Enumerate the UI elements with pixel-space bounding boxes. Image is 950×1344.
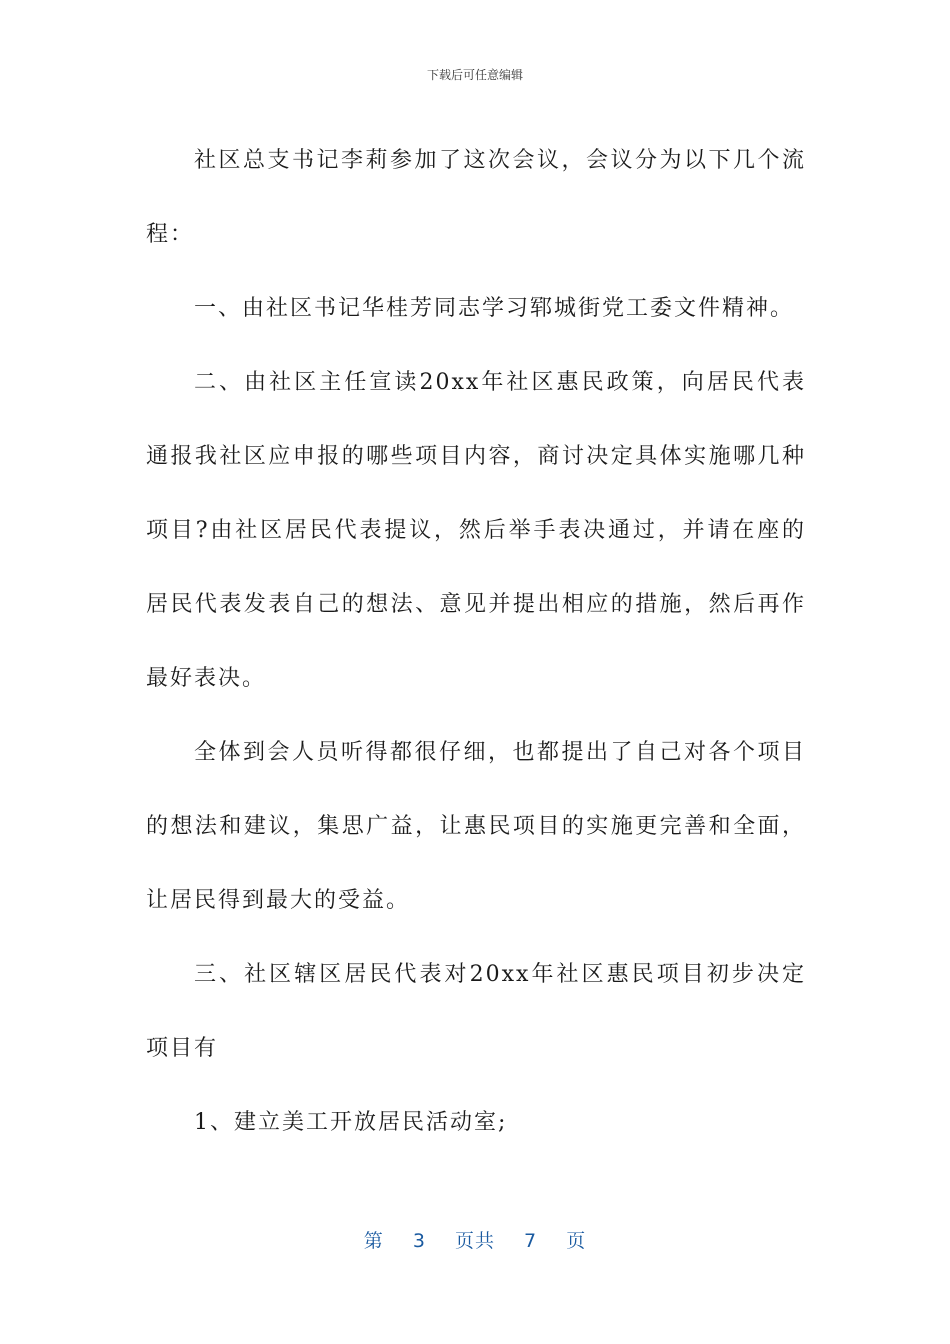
footer-prefix: 第 [363, 1230, 384, 1252]
paragraph-5: 三、社区辖区居民代表对20xx年社区惠民项目初步决定项目有 [146, 962, 806, 1061]
page-header: 下载后可任意编辑 [426, 68, 523, 82]
current-page-number: 3 [412, 1230, 426, 1252]
list-item-1: 1、建立美工开放居民活动室; [194, 1110, 508, 1135]
footer-suffix: 页 [566, 1230, 587, 1252]
footer-middle: 页共 [454, 1230, 495, 1252]
page-number-footer [0, 1226, 950, 1253]
total-page-number: 7 [524, 1230, 538, 1252]
paragraph-1: 社区总支书记李莉参加了这次会议，会议分为以下几个流程： [146, 148, 806, 247]
paragraph-4: 全体到会人员听得都很仔细，也都提出了自己对各个项目的想法和建议，集思广益，让惠民项目的实施更完善和全面，让居民得到最大的受益。 [146, 740, 806, 913]
paragraph-2: 一、由社区书记华桂芳同志学习郓城街党工委文件精神。 [194, 296, 795, 321]
document-body [146, 124, 806, 1160]
paragraph-3: 二、由社区主任宣读20xx年社区惠民政策，向居民代表通报我社区应申报的哪些项目内容，商讨决定具体实施哪几种项目?由社区居民代表提议，然后举手表决通过，并请在座的居民代表发表自己的想法、意见并提出相应的措施，然后再作最好表决。 [146, 370, 807, 691]
